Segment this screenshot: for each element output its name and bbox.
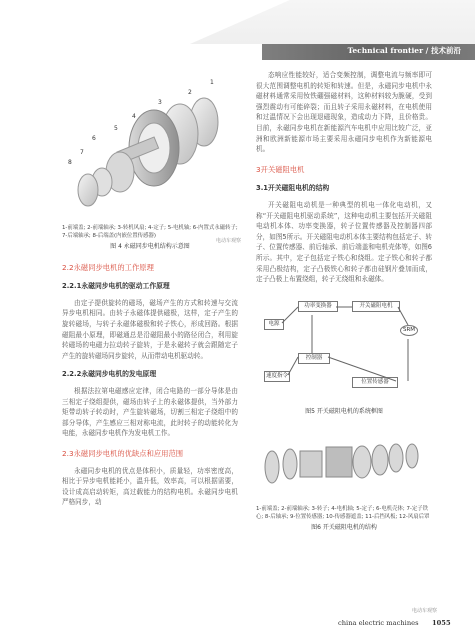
paragraph: 根据法拉第电磁感应定律，闭合电路的一部分导体是由三相定子绕组提供，磁场由转子上的永磁体提供，当外部力矩带动转子转动时，产生旋转磁场，切割三相定子绕组中的部分导体，产生感应三相对称电流，此时转子的动能转化为电能，永磁同步电机作为发电机工作。 (62, 386, 238, 438)
paragraph: 永磁同步电机的优点是体积小，质量轻，功率密度高，相比于异步电机能耗小，温升低，效率高，可以根据需要，设计成高启动转矩，高过载能力的结构电机。永磁同步电机严格同步，动 (62, 466, 238, 507)
svg-text:8: 8 (68, 159, 72, 166)
right-column (256, 70, 432, 536)
header-banner (0, 0, 475, 58)
svg-text:4: 4 (132, 113, 136, 120)
figure-5 (256, 293, 432, 405)
journal-name: china electric machines (338, 619, 419, 627)
converter-box: 功率变换器 (298, 301, 338, 312)
paragraph: 开关磁阻电动机是一种典型的机电一体化电动机，又称“开关磁阻电机驱动系统”，这种电动机主要包括开关磁阻电动机本体、功率变换器，转子位置传感器及控制器四部分，如图5所示。开关磁阻电动机本体主要结构包括定子、转子、位置传感器、前后轴承、前后端盖和电机壳体等，如图6所示。其中，定子包括定子铁心和绕组。定子铁心和转子都采用凸极结构，定子凸极铁心和转子都由硅钢片叠加而成，定子凸极上布置绕组，转子无绕组和永磁体。 (256, 200, 432, 284)
srm-exploded-diagram (256, 419, 432, 503)
section-2-2-2-heading: 2.2.2永磁同步电机的发电原理 (62, 370, 157, 379)
section-3-heading: 3开关磁阻电机 (256, 164, 305, 174)
section-2-2-1-heading: 2.2.1永磁同步电机的驱动工作原理 (62, 282, 170, 291)
left-column (62, 70, 238, 508)
controller-box: 控制器 (298, 353, 330, 364)
figure-5-caption: 图5 开关磁阻电机的系统框图 (305, 407, 383, 415)
paragraph: 由定子提供旋转的磁场，磁场产生的方式和转速与交流异步电机相同。由转子永磁体提供磁极，这样，定子产生的旋转磁场，与转子永磁体磁极和转子铁心，形成回路。根据磁阻最小原理，即磁通总是沿磁阻最小的路径闭合，利用旋转磁场的电磁力拉动转子旋转，于是永磁转子就会跟随定子产生的旋转磁场同步旋转，从而带动电机驱动转。 (62, 298, 238, 360)
motor-box: 开关磁阻电机 (352, 301, 400, 312)
figure-6-note: 1-前端盖; 2-前端轴承; 3-转子; 4-电机轴; 5-定子; 6-电机壳体; 7-定子铁心; 8-后轴承; 9-位置传感器; 10-传感器遮盖; 11-后挡风板; 12-风扇后罩 (256, 506, 430, 521)
header-decoration (190, 0, 475, 44)
svg-text:3: 3 (158, 99, 162, 106)
section-2-3-heading: 2.3永磁同步电机的优缺点和应用范围 (62, 448, 184, 458)
svg-text:2: 2 (188, 89, 192, 96)
figure-4-note: 1-前端盖; 2-前端轴承; 3-转机风扇; 4-定子; 5-电机轴; 6-内置式永磁转子; 7-后端轴承; 8-后端盖(内嵌位置传感器) (62, 225, 238, 239)
watermark: 电动车观察 (412, 608, 438, 614)
speed-command-box: 速度指令 (264, 371, 290, 382)
figure-4 (62, 70, 238, 220)
section-2-2-heading: 2.2永磁同步电机的工作原理 (62, 262, 154, 272)
power-box: 电源 (264, 319, 284, 330)
section-label: Technical frontier / 技术前沿 (347, 46, 461, 55)
motor-exploded-diagram (62, 70, 238, 220)
svg-text:5: 5 (114, 125, 118, 132)
section-3-1-heading: 3.1开关磁阻电机的结构 (256, 184, 330, 193)
svg-text:1: 1 (210, 79, 214, 86)
srm-symbol: SRM (400, 325, 418, 336)
page-footer (338, 619, 451, 627)
sensor-box: 位置传感器 (352, 377, 398, 388)
section-bar (262, 44, 475, 60)
svg-text:7: 7 (80, 149, 84, 156)
watermark: 电动车观察 (216, 238, 242, 244)
svg-text:6: 6 (92, 135, 96, 142)
figure-6-caption: 图6 开关磁阻电机的结构 (311, 524, 377, 532)
figure-5-lines (256, 293, 432, 405)
figure-4-caption: 图 4 永磁同步电机结构示意图 (110, 243, 190, 250)
figure-6 (256, 419, 432, 503)
paragraph: 态响应性能较好，适合变频控制，调整电流与频率即可很大范围调整电机的转矩和转速。但是，永磁同步电机中永磁材料通常采用钕铁硼强磁材料，这种材料较为脆硬，受到强烈震动有可能碎裂；而且转子采用永磁材料，在电机使用和过温情况下会出现退磁现象，造成动力下降，且价格贵。目前，永磁同步电机在新能源汽车电机中应用比较广泛，亚洲和欧洲新能源市场主要采用永磁同步电机作为新能源电机。 (256, 71, 432, 154)
page-number: 1055 (432, 619, 451, 627)
